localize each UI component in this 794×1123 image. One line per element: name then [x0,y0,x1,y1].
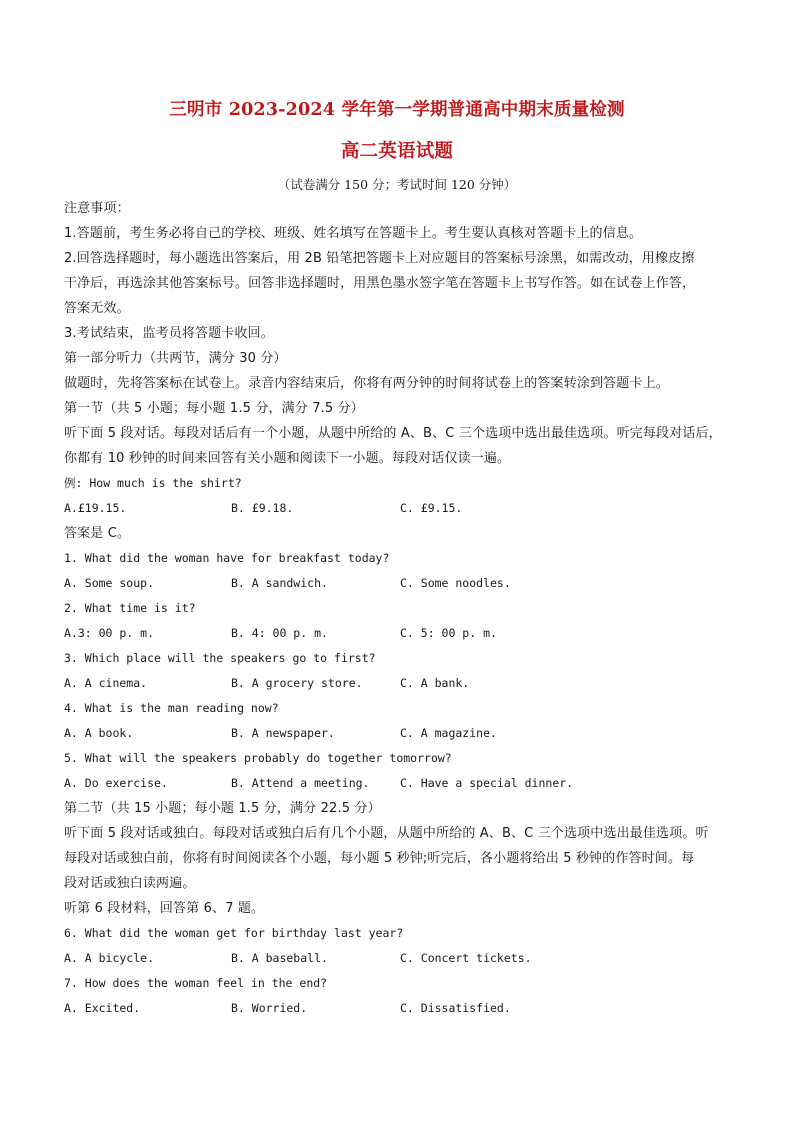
section2-instruction-line-3: 段对话或独白读两遍。 [64,876,196,891]
question-5-option-c: C. Have a special dinner. [400,776,574,790]
section1-instruction-line-2: 你都有 10 秒钟的时间来回答有关小题和阅读下一小题。每段对话仅读一遍。 [64,451,511,466]
section2-instruction-line-1: 听下面 5 段对话或独白。每段对话或独白后有几个小题，从题中所给的 A、B、C 三个选项中选出最佳选项。听 [64,826,709,841]
example-question: 例: How much is the shirt? [64,476,242,490]
question-5-option-a: A. Do exercise. [64,776,168,790]
question-1-option-c: C. Some noodles. [400,576,511,590]
section2-instruction-line-2: 每段对话或独白前，你将有时间阅读各个小题，每小题 5 秒钟;听完后，各小题将给出 5 秒钟的作答时间。每 [64,851,695,866]
question-2-option-a: A.3: 00 p. m. [64,626,155,640]
notice-item-1: 1.答题前，考生务必将自己的学校、班级、姓名填写在答题卡上。考生要认真核对答题卡上的信息。 [64,226,643,241]
example-option-b: B. £9.18. [231,501,294,515]
question-1: 1. What did the woman have for breakfast today? [64,551,390,565]
section2-heading: 第二节（共 15 小题；每小题 1.5 分，满分 22.5 分） [64,801,381,816]
question-2-option-b: B. 4: 00 p. m. [231,626,328,640]
question-3-option-a: A. A cinema. [64,676,148,690]
exam-info: （试卷满分 150 分；考试时间 120 分钟） [277,177,517,192]
notice-item-2-line-2: 干净后，再选涂其他答案标号。回答非选择题时，用黑色墨水签字笔在答题卡上书写作答。如在试卷上作答， [64,276,696,291]
exam-title: 三明市 2023-2024 学年第一学期普通高中期末质量检测 [169,100,625,120]
question-2-option-c: C. 5: 00 p. m. [400,626,497,640]
question-7-option-b: B. Worried. [231,1001,308,1015]
material-6-heading: 听第 6 段材料，回答第 6、7 题。 [64,901,265,916]
notice-item-2-line-1: 2.回答选择题时，每小题选出答案后，用 2B 铅笔把答题卡上对应题目的答案标号涂黑，如需改动，用橡皮擦 [64,251,695,266]
question-1-option-b: B. A sandwich. [231,576,328,590]
question-6-option-b: B. A baseball. [231,951,328,965]
question-7-option-a: A. Excited. [64,1001,141,1015]
question-1-option-a: A. Some soup. [64,576,155,590]
question-7: 7. How does the woman feel in the end? [64,976,328,990]
notice-item-2-line-3: 答案无效。 [64,301,130,316]
notice-item-3: 3.考试结束，监考员将答题卡收回。 [64,326,274,341]
section1-heading: 第一节（共 5 小题；每小题 1.5 分，满分 7.5 分） [64,401,364,416]
question-3: 3. Which place will the speakers go to first? [64,651,376,665]
part1-instruction: 做题时，先将答案标在试卷上。录音内容结束后，你将有两分钟的时间将试卷上的答案转涂到答题卡上。 [64,376,669,391]
question-5: 5. What will the speakers probably do together tomorrow? [64,751,452,765]
question-6: 6. What did the woman get for birthday last year? [64,926,404,940]
notice-heading: 注意事项： [64,201,130,216]
question-3-option-b: B. A grocery store. [231,676,363,690]
question-3-option-c: C. A bank. [400,676,470,690]
part1-heading: 第一部分听力（共两节，满分 30 分） [64,351,287,366]
question-4-option-c: C. A magazine. [400,726,497,740]
question-6-option-c: C. Concert tickets. [400,951,532,965]
question-2: 2. What time is it? [64,601,196,615]
question-4-option-b: B. A newspaper. [231,726,335,740]
question-4: 4. What is the man reading now? [64,701,279,715]
question-5-option-b: B. Attend a meeting. [231,776,370,790]
question-7-option-c: C. Dissatisfied. [400,1001,511,1015]
example-option-c: C. £9.15. [400,501,463,515]
example-option-a: A.£19.15. [64,501,127,515]
example-answer: 答案是 C。 [64,526,131,541]
question-4-option-a: A. A book. [64,726,134,740]
question-6-option-a: A. A bicycle. [64,951,155,965]
exam-subtitle: 高二英语试题 [340,141,454,162]
section1-instruction-line-1: 听下面 5 段对话。每段对话后有一个小题，从题中所给的 A、B、C 三个选项中选出最佳选项。听完每段对话后， [64,426,722,441]
